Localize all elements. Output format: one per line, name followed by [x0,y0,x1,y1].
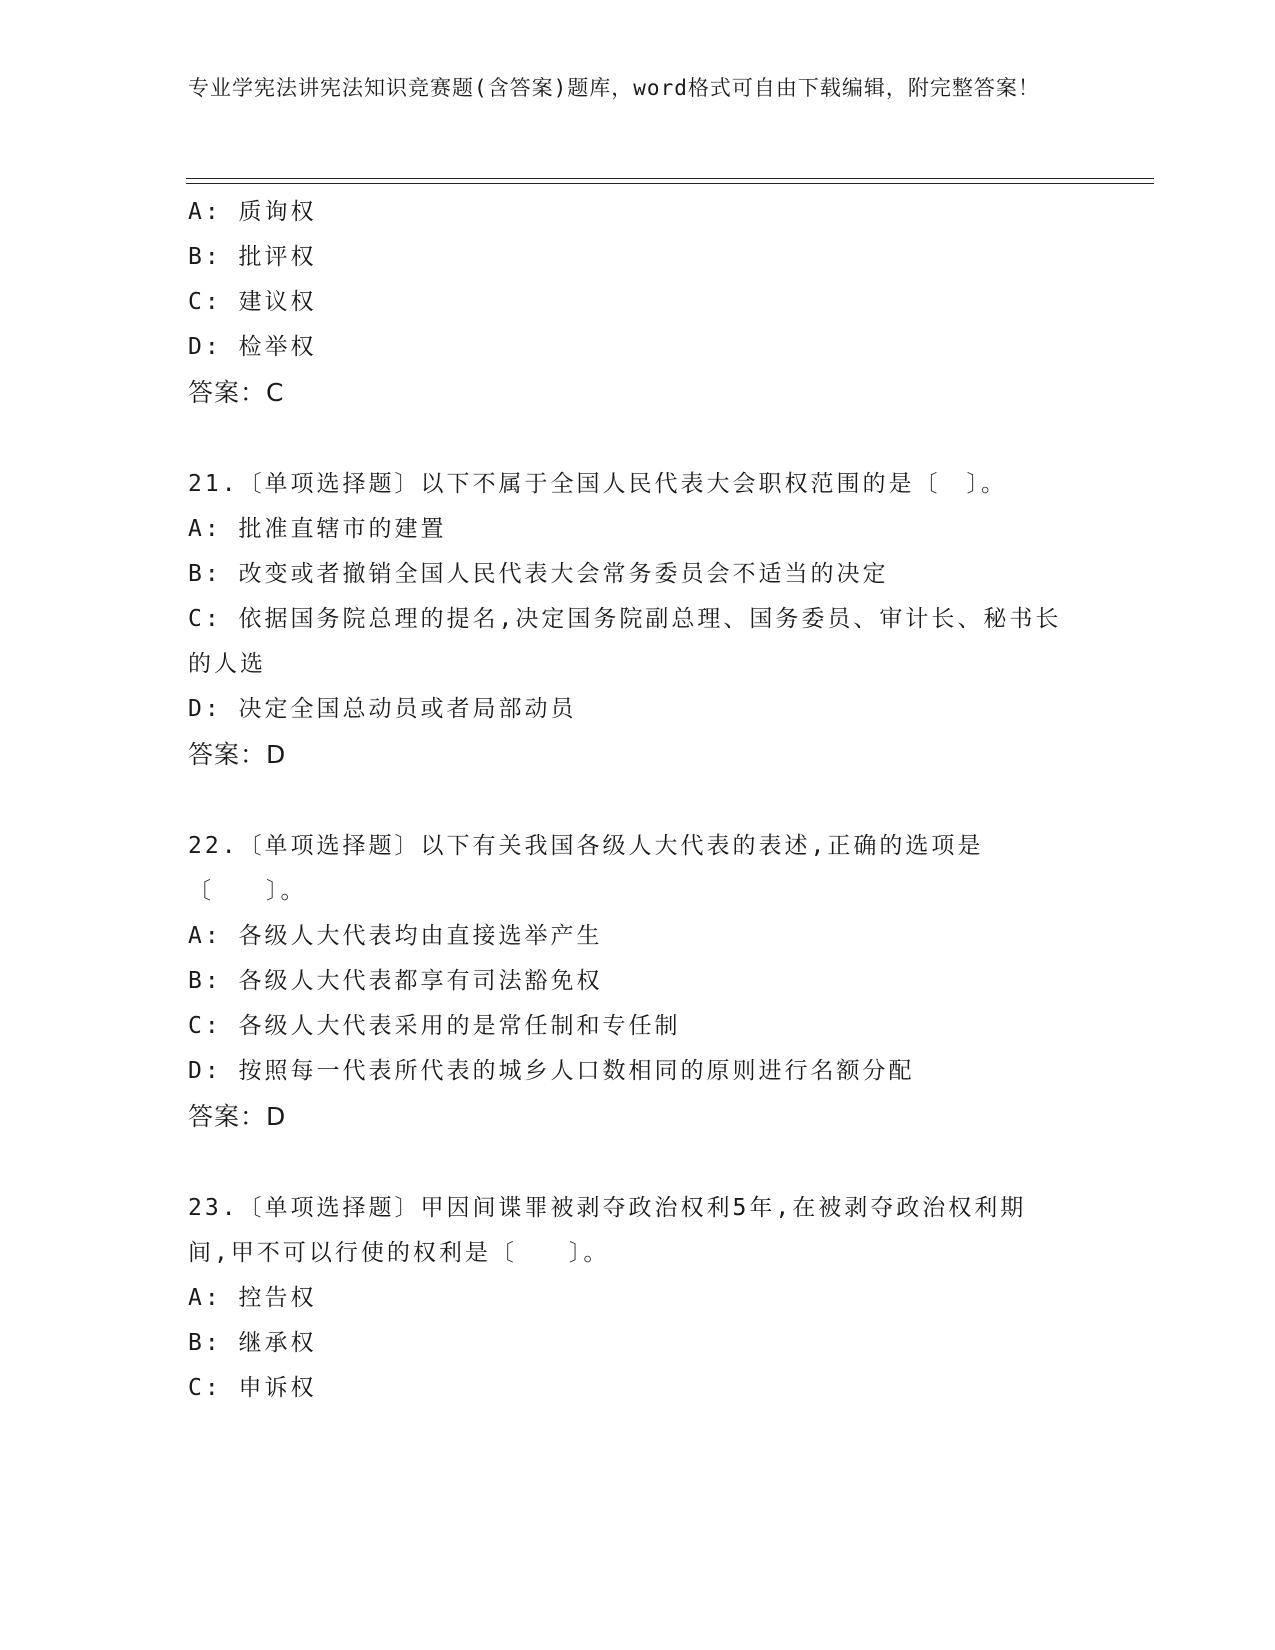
option-a: A: 质询权 [188,199,317,225]
header-rule-bottom [186,183,1154,184]
answer-line: 答案：D [188,740,287,769]
option-b: B: 继承权 [188,1330,317,1356]
option-c: C: 各级人大代表采用的是常任制和专任制 [188,1013,681,1039]
option-c: C: 建议权 [188,289,317,315]
option-d: D: 决定全国总动员或者局部动员 [188,696,577,722]
option-a: A: 控告权 [188,1285,317,1311]
question-text: 21.〔单项选择题〕以下不属于全国人民代表大会职权范围的是〔 〕。 [188,471,1008,497]
question-block-23 [188,1186,1068,1411]
question-block-20 [188,190,1068,415]
answer-line: 答案：D [188,1102,287,1131]
answer-line: 答案：C [188,378,285,407]
question-block-21 [188,462,1068,777]
question-text: 22.〔单项选择题〕以下有关我国各级人大代表的表述,正确的选项是〔 〕。 [188,833,984,904]
question-text: 23.〔单项选择题〕甲因间谍罪被剥夺政治权利5年,在被剥夺政治权利期间,甲不可以行使的权利是〔 〕。 [188,1195,1027,1266]
question-list [188,190,1068,1411]
option-a: A: 各级人大代表均由直接选举产生 [188,923,603,949]
option-d: D: 检举权 [188,334,317,360]
option-d: D: 按照每一代表所代表的城乡人口数相同的原则进行名额分配 [188,1058,915,1084]
option-c: C: 申诉权 [188,1375,317,1401]
option-a: A: 批准直辖市的建置 [188,516,447,542]
option-c: C: 依据国务院总理的提名,决定国务院副总理、国务委员、审计长、秘书长的人选 [188,606,1062,677]
option-b: B: 批评权 [188,244,317,270]
option-b: B: 改变或者撤销全国人民代表大会常务委员会不适当的决定 [188,561,889,587]
option-b: B: 各级人大代表都享有司法豁免权 [188,968,603,994]
question-block-22 [188,824,1068,1139]
document-header: 专业学宪法讲宪法知识竞赛题(含答案)题库，word格式可自由下载编辑，附完整答案！ [188,76,1040,100]
header-rule-top [186,178,1154,179]
